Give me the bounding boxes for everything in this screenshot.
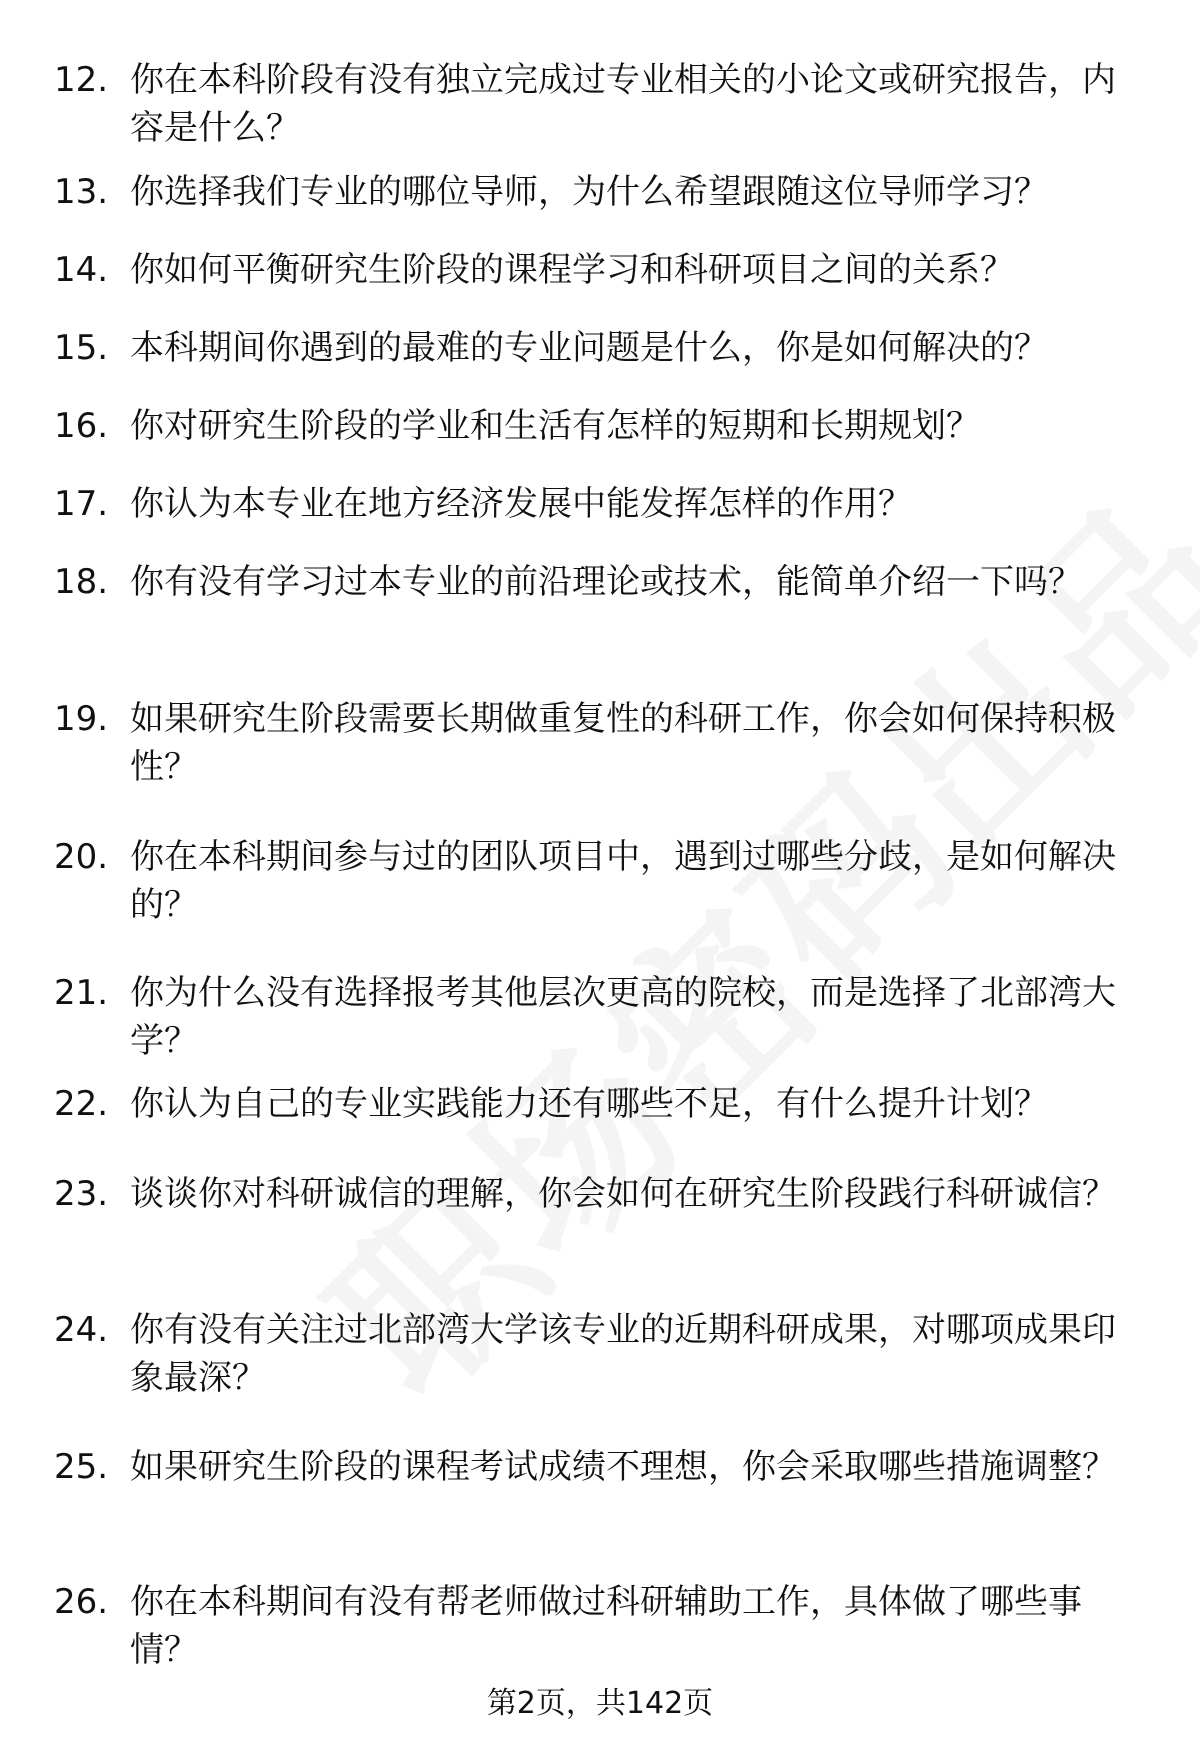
question-number: 16. (54, 406, 109, 446)
question-text: 你对研究生阶段的学业和生活有怎样的短期和长期规划？ (130, 406, 980, 446)
question-number: 20. (54, 837, 109, 877)
question-number: 14. (54, 250, 109, 290)
question-number: 25. (54, 1447, 109, 1487)
question-number: 19. (54, 699, 109, 739)
question-number: 15. (54, 328, 109, 368)
question-text: 你选择我们专业的哪位导师，为什么希望跟随这位导师学习？ (130, 172, 1048, 212)
question-text: 你在本科期间有没有帮老师做过科研辅助工作，具体做了哪些事情？ (130, 1582, 1082, 1670)
question-text: 你有没有关注过北部湾大学该专业的近期科研成果，对哪项成果印象最深？ (130, 1310, 1116, 1398)
question-number: 13. (54, 172, 109, 212)
question-text: 如果研究生阶段的课程考试成绩不理想，你会采取哪些措施调整？ (130, 1447, 1116, 1487)
question-text: 你如何平衡研究生阶段的课程学习和科研项目之间的关系？ (130, 250, 1014, 290)
question-text: 谈谈你对科研诚信的理解，你会如何在研究生阶段践行科研诚信？ (130, 1174, 1116, 1214)
question-text: 你有没有学习过本专业的前沿理论或技术，能简单介绍一下吗？ (130, 562, 1082, 602)
question-number: 24. (54, 1310, 109, 1350)
question-number: 17. (54, 484, 109, 524)
question-text: 你认为自己的专业实践能力还有哪些不足，有什么提升计划？ (130, 1084, 1048, 1124)
question-number: 26. (54, 1582, 109, 1622)
question-number: 18. (54, 562, 109, 602)
page-footer (0, 1684, 1200, 1724)
question-number: 12. (54, 60, 109, 100)
question-text: 你在本科阶段有没有独立完成过专业相关的小论文或研究报告，内容是什么？ (130, 60, 1116, 148)
question-text: 你认为本专业在地方经济发展中能发挥怎样的作用？ (130, 484, 912, 524)
question-number: 23. (54, 1174, 109, 1214)
question-text: 你在本科期间参与过的团队项目中，遇到过哪些分歧，是如何解决的？ (130, 837, 1116, 925)
page-number-label: 第2页，共142页 (486, 1686, 714, 1721)
question-number: 21. (54, 973, 109, 1013)
question-text: 本科期间你遇到的最难的专业问题是什么，你是如何解决的？ (130, 328, 1048, 368)
question-text: 你为什么没有选择报考其他层次更高的院校，而是选择了北部湾大学？ (130, 973, 1116, 1061)
question-text: 如果研究生阶段需要长期做重复性的科研工作，你会如何保持积极性？ (130, 699, 1116, 787)
question-number: 22. (54, 1084, 109, 1124)
